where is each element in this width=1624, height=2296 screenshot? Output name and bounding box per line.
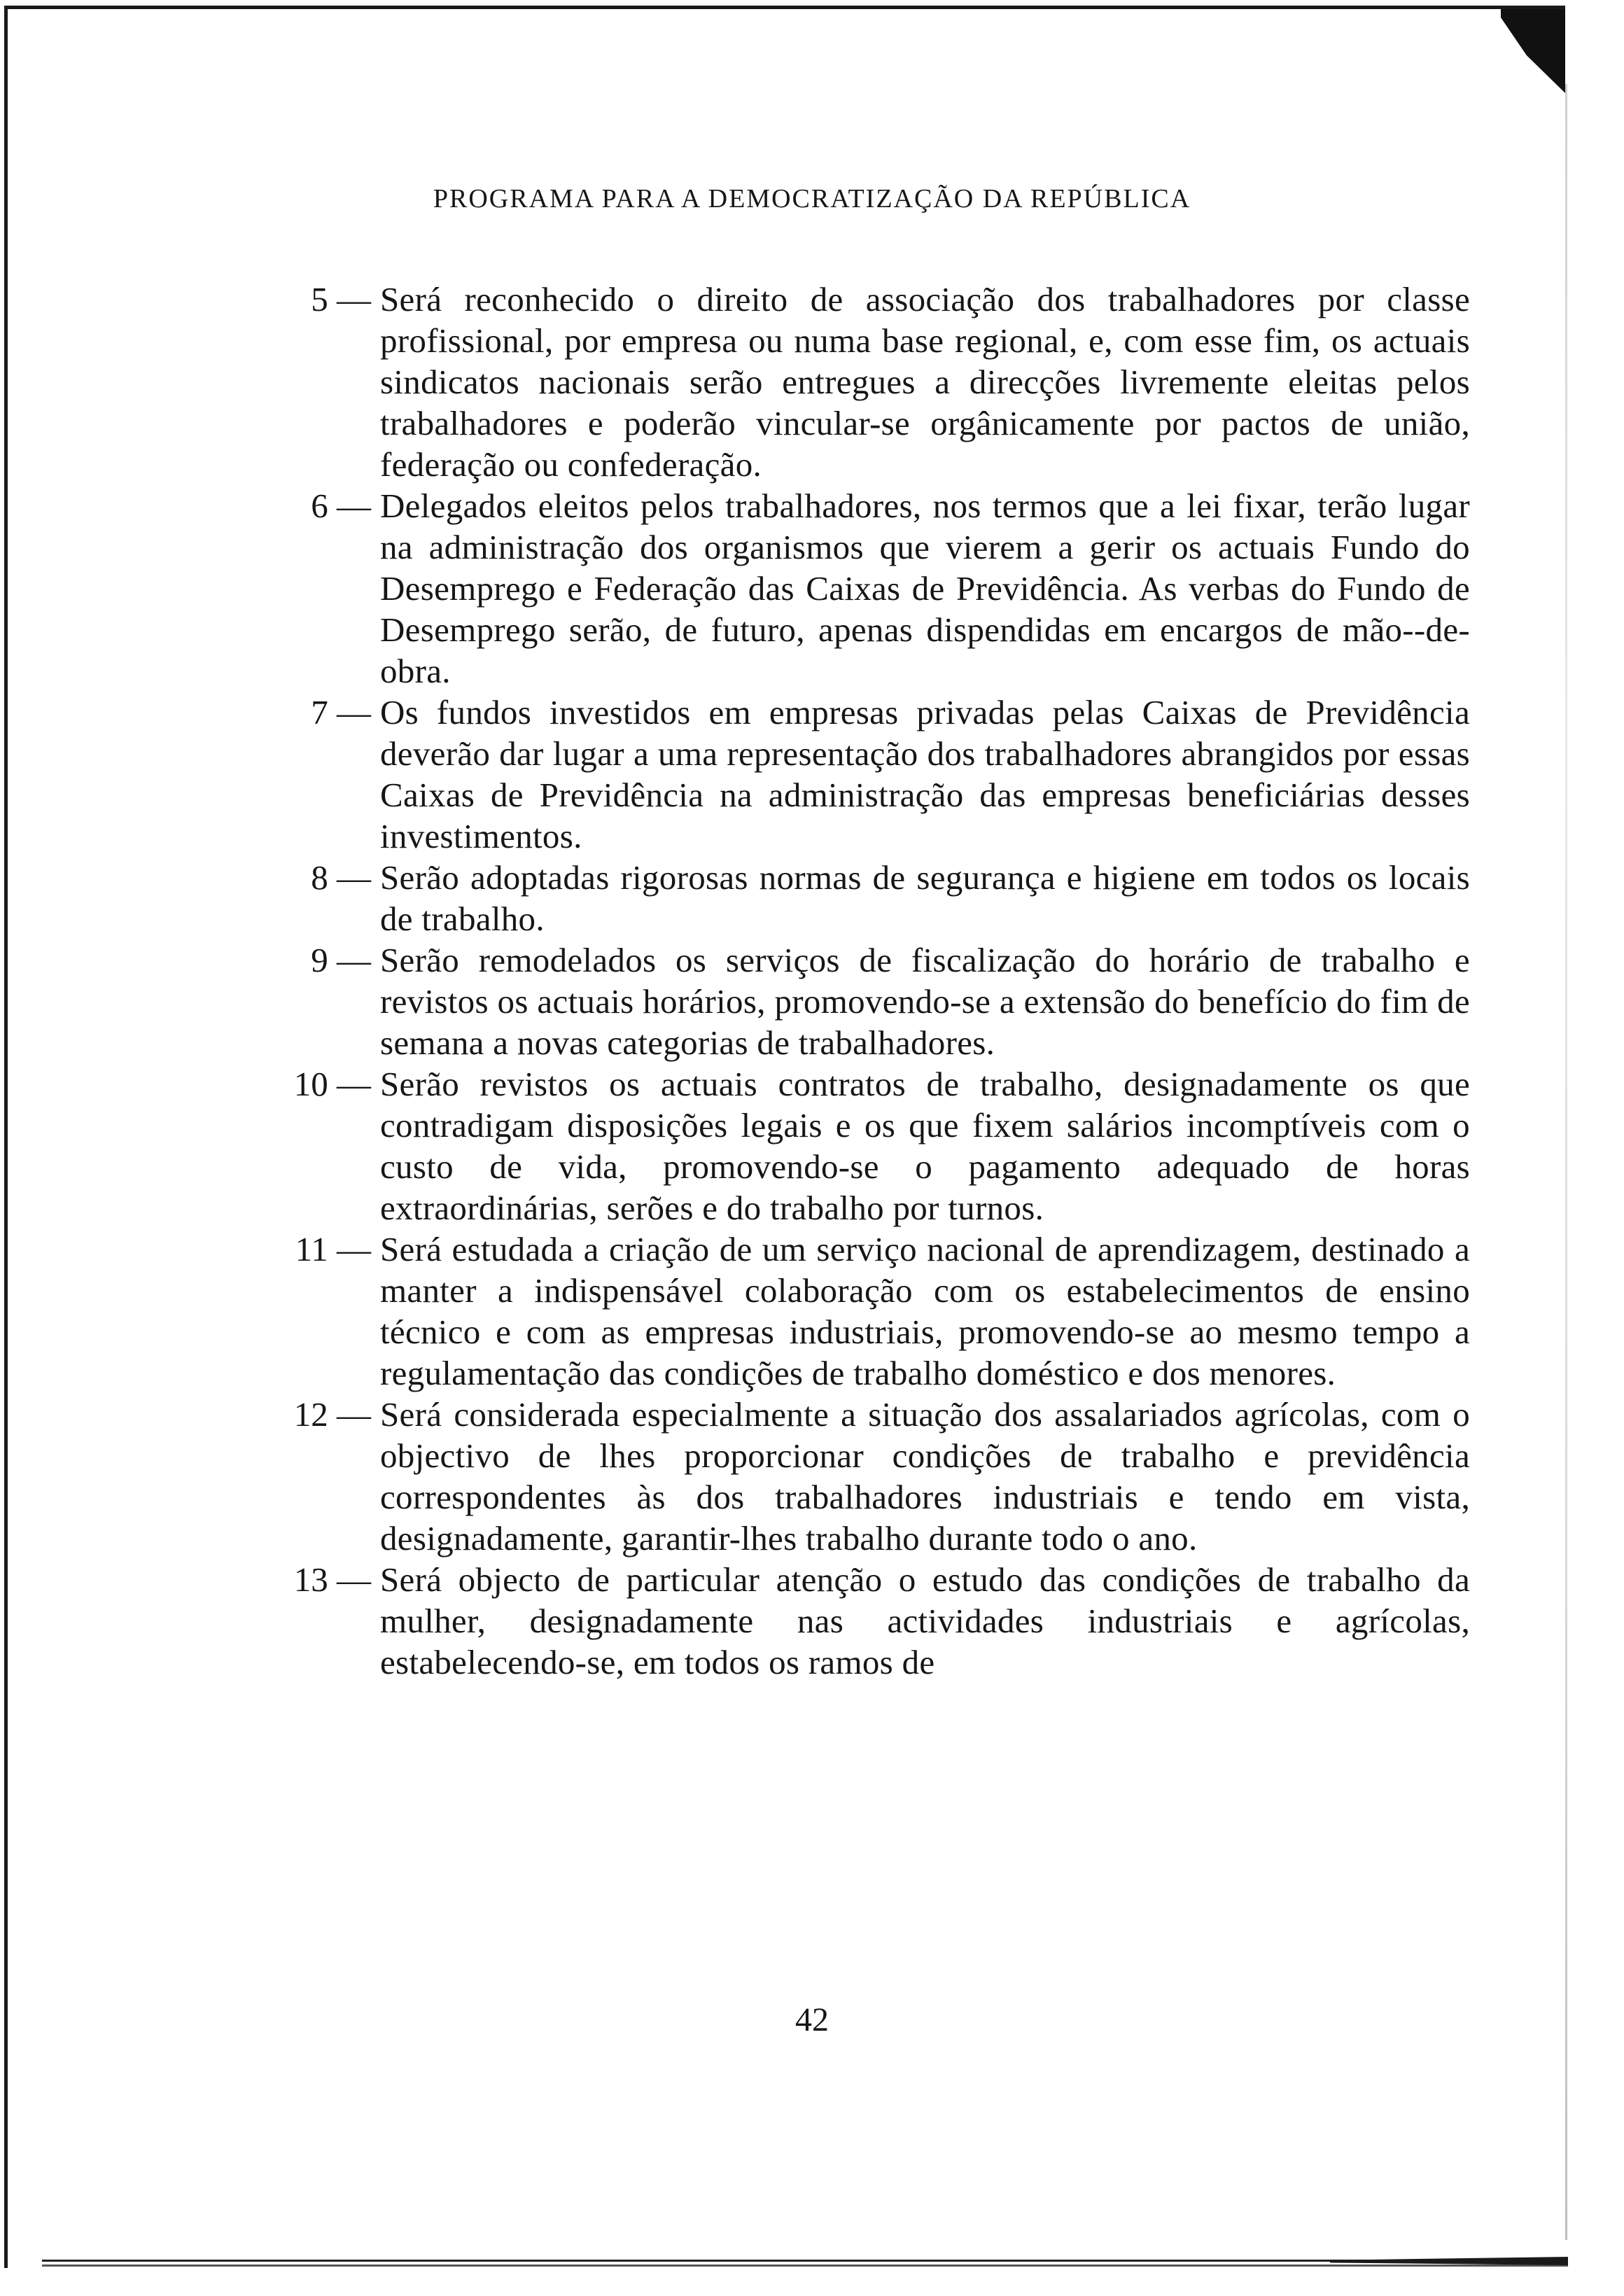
- list-item: [252, 939, 1470, 1063]
- scan-corner-mark: [1501, 9, 1565, 93]
- list-item: [252, 1063, 1470, 1228]
- list-item: [252, 279, 1470, 485]
- item-text: Serão adoptadas rigorosas normas de segurança e higiene em todos os locais de trabalho.: [380, 858, 1470, 938]
- item-number: 10 —: [293, 1065, 371, 1103]
- list-item: [252, 1228, 1470, 1394]
- list-item: [252, 485, 1470, 692]
- item-text: Delegados eleitos pelos trabalhadores, nos termos que a lei fixar, terão lugar na administração dos organismos que vierem a gerir os actuais Fundo do Desemprego e Federação das Caixas de Previdência. As verbas do Fundo de Desemprego serão, de futuro, apenas dispendidas em encargos de mão--de-obra.: [380, 486, 1470, 690]
- item-text: Os fundos investidos em empresas privadas pelas Caixas de Previdência deverão dar lugar a uma representação dos trabalhadores abrangidos por essas Caixas de Previdência na administração das empresas beneficiárias desses investimentos.: [380, 693, 1470, 855]
- list-item: [252, 1559, 1470, 1683]
- item-number: 11 —: [295, 1230, 371, 1268]
- page-right-edge: [1565, 84, 1567, 2240]
- item-number: 8 —: [311, 858, 371, 897]
- item-number: 9 —: [311, 941, 371, 979]
- item-text: Será estudada a criação de um serviço nacional de aprendizagem, destinado a manter a indispensável colaboração com os estabelecimentos de ensino técnico e com as empresas industriais, promovendo-se ao mesmo tempo a regulamentação das condições de trabalho doméstico e dos menores.: [380, 1230, 1470, 1392]
- list-item: [252, 1394, 1470, 1559]
- page-number: 42: [795, 2001, 829, 2038]
- item-text: Serão remodelados os serviços de fiscalização do horário de trabalho e revistos os actuais horários, promovendo-se a extensão do benefício do fim de semana a novas categorias de trabalhadores.: [380, 941, 1470, 1062]
- item-number: 6 —: [311, 486, 371, 525]
- list-item: [252, 692, 1470, 857]
- item-text: Será considerada especialmente a situação dos assalariados agrícolas, com o objectivo de lhes proporcionar condições de trabalho e previdência correspondentes às dos trabalhadores industriais e tendo em vista, designadamente, garantir-lhes trabalho durante todo o ano.: [380, 1395, 1470, 1558]
- running-head: PROGRAMA PARA A DEMOCRATIZAÇÃO DA REPÚBLICA: [433, 184, 1191, 214]
- list-item: [252, 857, 1470, 939]
- item-text: Será reconhecido o direito de associação dos trabalhadores por classe profissional, por empresa ou numa base regional, e, com esse fim, os actuais sindicatos nacionais serão entregues a direcções livremente eleitas pelos trabalhadores e poderão vincular-se orgânicamente por pactos de união, federação ou confederação.: [380, 280, 1470, 484]
- numbered-list: [252, 279, 1470, 1683]
- item-number: 13 —: [293, 1560, 371, 1599]
- item-number: 7 —: [311, 693, 371, 732]
- item-text: Serão revistos os actuais contratos de trabalho, designadamente os que contradigam disposições legais e os que fixem salários incomptíveis com o custo de vida, promovendo-se o pagamento adequado de horas extraordinárias, serões e do trabalho por turnos.: [380, 1065, 1470, 1227]
- item-number: 5 —: [311, 280, 371, 318]
- item-number: 12 —: [293, 1395, 371, 1434]
- item-text: Será objecto de particular atenção o estudo das condições de trabalho da mulher, designadamente nas actividades industriais e agrícolas, estabelecendo-se, em todos os ramos de: [380, 1560, 1470, 1681]
